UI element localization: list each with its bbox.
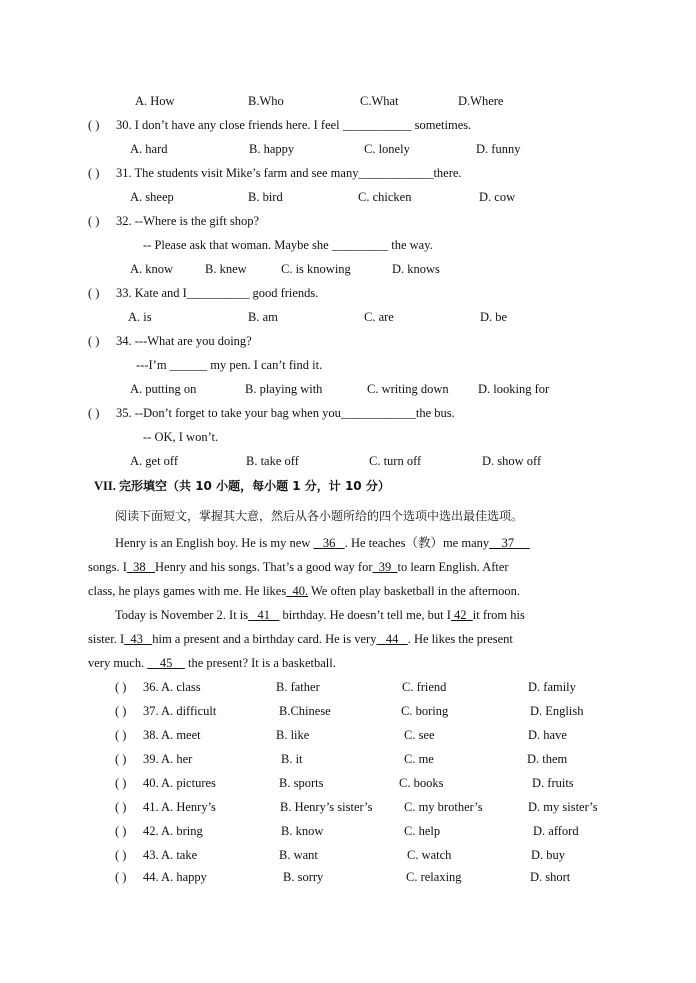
q32-stem-line1: 32. --Where is the gift shop? — [116, 214, 260, 228]
blank-number: 42 — [454, 608, 467, 622]
passage-blank-43 — [124, 632, 152, 646]
section-number: VII. — [94, 479, 116, 493]
cloze-42-option-b: B. know — [281, 824, 324, 838]
blank-number: 43 — [130, 632, 143, 646]
q35-stem-post: the bus. — [415, 406, 455, 420]
cloze-43-option-c: C. watch — [407, 848, 452, 862]
cloze-39-option-d: D. them — [527, 752, 568, 766]
blank-number: 39 — [378, 560, 392, 574]
passage-text: Today is November 2. It is — [115, 608, 249, 622]
passage-text: sister. I — [88, 632, 125, 646]
q34-blank: ______ — [169, 358, 208, 372]
passage-blank-41 — [248, 608, 279, 622]
passage-blank-44 — [376, 632, 407, 646]
passage-text: birthday. He doesn’t tell me, but I — [282, 608, 451, 622]
passage-p1-line3 — [88, 583, 520, 599]
cloze-42-option-a: 42. A. bring — [143, 824, 203, 838]
q30-blank: ___________ — [342, 118, 412, 132]
q33-option-a: A. is — [128, 310, 152, 324]
q33-answer-paren: ( ) — [88, 286, 100, 300]
blank-number: 44 — [385, 632, 399, 646]
passage-blank-39 — [372, 560, 397, 574]
section-heading — [94, 478, 390, 494]
q29-option-b: B.Who — [248, 94, 284, 108]
passage-blank-40 — [286, 584, 308, 598]
q31-blank: ____________ — [358, 166, 434, 180]
q31-option-d: D. cow — [479, 190, 516, 204]
passage-text: . He likes the present — [407, 632, 513, 646]
q33-stem-pre: 33. Kate and I — [116, 286, 187, 300]
q30-stem — [116, 117, 471, 133]
section-title: 完形填空（共 10 小题，每小题 1 分，计 10 分） — [119, 479, 390, 493]
blank-number: 45 — [159, 656, 173, 670]
passage-text: . He teaches（教）me many — [344, 536, 490, 550]
q29-option-c: C.What — [360, 94, 399, 108]
q32-answer-paren: ( ) — [88, 214, 100, 228]
q35-option-b: B. take off — [246, 454, 299, 468]
cloze-36-option-c: C. friend — [402, 680, 447, 694]
q32-option-d: D. knows — [392, 262, 440, 276]
blank-number: 38 — [133, 560, 146, 574]
cloze-41-option-a: 41. A. Henry’s — [143, 800, 216, 814]
passage-p2-line3 — [88, 655, 336, 671]
q30-stem-pre: 30. I don’t have any close friends here. I feel — [116, 118, 340, 132]
q32-option-c: C. is knowing — [281, 262, 351, 276]
q33-option-d: D. be — [480, 310, 508, 324]
q34-option-c: C. writing down — [367, 382, 449, 396]
passage-p2-line1 — [115, 607, 525, 623]
cloze-39-option-c: C. me — [404, 752, 434, 766]
passage-text: him a present and a birthday card. He is very — [152, 632, 377, 646]
passage-p1-line2 — [88, 559, 509, 575]
cloze-36-option-d: D. family — [528, 680, 576, 694]
blank-number: 41 — [257, 608, 271, 622]
passage-text: to learn English. After — [397, 560, 509, 574]
q29-option-a: A. How — [135, 94, 175, 108]
cloze-44-option-d: D. short — [530, 870, 571, 884]
cloze-37-option-a: 37. A. difficult — [143, 704, 217, 718]
cloze-40-option-b: B. sports — [279, 776, 324, 790]
cloze-40-option-c: C. books — [399, 776, 444, 790]
cloze-40-paren: ( ) — [115, 776, 127, 790]
q30-stem-post: sometimes. — [414, 118, 472, 132]
q35-stem-line2: -- OK, I won’t. — [143, 430, 219, 444]
passage-text: We often play basketball in the afternoon. — [311, 584, 520, 598]
cloze-41-option-b: B. Henry’s sister’s — [280, 800, 373, 814]
q31-stem-pre: 31. The students visit Mike’s farm and see many — [116, 166, 359, 180]
cloze-43-option-b: B. want — [279, 848, 318, 862]
passage-text: the present? It is a basketball. — [187, 656, 336, 670]
q31-answer-paren: ( ) — [88, 166, 100, 180]
q34-stem-line2 — [136, 357, 322, 373]
passage-blank-37 — [489, 536, 530, 550]
cloze-44-option-a: 44. A. happy — [143, 870, 207, 884]
q32-option-a: A. know — [130, 262, 174, 276]
q33-stem — [116, 285, 318, 301]
passage-text: Henry and his songs. That’s a good way for — [155, 560, 373, 574]
q30-option-d: D. funny — [476, 142, 521, 156]
passage-blank-36 — [313, 536, 344, 550]
cloze-38-option-b: B. like — [276, 728, 310, 742]
cloze-43-option-d: D. buy — [531, 848, 566, 862]
cloze-43-option-a: 43. A. take — [143, 848, 198, 862]
q30-option-c: C. lonely — [364, 142, 410, 156]
q29-option-d: D.Where — [458, 94, 504, 108]
cloze-43-paren: ( ) — [115, 848, 127, 862]
cloze-36-option-a: 36. A. class — [143, 680, 201, 694]
q35-option-c: C. turn off — [369, 454, 422, 468]
cloze-38-option-c: C. see — [404, 728, 435, 742]
q35-stem — [116, 405, 455, 421]
q34-line2-pre: ---I’m — [136, 358, 167, 372]
blank-number: 37 — [501, 536, 515, 550]
cloze-41-option-d: D. my sister’s — [528, 800, 598, 814]
q32-blank: _________ — [331, 238, 389, 252]
q34-option-a: A. putting on — [130, 382, 197, 396]
q32-line2-post: the way. — [391, 238, 433, 252]
cloze-42-option-d: D. afford — [533, 824, 579, 838]
q31-option-c: C. chicken — [358, 190, 412, 204]
cloze-38-option-a: 38. A. meet — [143, 728, 201, 742]
q35-option-a: A. get off — [130, 454, 179, 468]
cloze-42-option-c: C. help — [404, 824, 441, 838]
q33-option-c: C. are — [364, 310, 394, 324]
cloze-39-option-a: 39. A. her — [143, 752, 193, 766]
cloze-40-option-a: 40. A. pictures — [143, 776, 216, 790]
q35-answer-paren: ( ) — [88, 406, 100, 420]
q34-line2-post: my pen. I can’t find it. — [210, 358, 323, 372]
cloze-38-paren: ( ) — [115, 728, 127, 742]
q35-blank: ____________ — [340, 406, 416, 420]
passage-text: songs. I — [88, 560, 127, 574]
q34-option-d: D. looking for — [478, 382, 550, 396]
cloze-37-paren: ( ) — [115, 704, 127, 718]
q33-stem-post: good friends. — [252, 286, 319, 300]
passage-text: class, he plays games with me. He likes — [88, 584, 287, 598]
q35-stem-pre: 35. --Don’t forget to take your bag when you — [116, 406, 341, 420]
q31-option-b: B. bird — [248, 190, 283, 204]
q32-stem-line2 — [143, 237, 433, 253]
passage-text: Henry is an English boy. He is my new — [115, 536, 311, 550]
cloze-41-option-c: C. my brother’s — [404, 800, 483, 814]
q35-option-d: D. show off — [482, 454, 542, 468]
cloze-39-paren: ( ) — [115, 752, 127, 766]
q33-option-b: B. am — [248, 310, 278, 324]
cloze-37-option-c: C. boring — [401, 704, 449, 718]
passage-blank-45 — [147, 656, 185, 670]
cloze-38-option-d: D. have — [528, 728, 567, 742]
q33-blank: __________ — [186, 286, 250, 300]
q30-answer-paren: ( ) — [88, 118, 100, 132]
passage-p1-line1 — [115, 535, 530, 551]
cloze-41-paren: ( ) — [115, 800, 127, 814]
passage-text: it from his — [472, 608, 525, 622]
section-instruction: 阅读下面短文，掌握其大意，然后从各小题所给的四个选项中选出最佳选项。 — [115, 509, 524, 523]
cloze-44-option-c: C. relaxing — [406, 870, 462, 884]
cloze-39-option-b: B. it — [281, 752, 303, 766]
q32-option-b: B. knew — [205, 262, 247, 276]
passage-blank-38 — [127, 560, 155, 574]
q34-answer-paren: ( ) — [88, 334, 100, 348]
q30-option-a: A. hard — [130, 142, 168, 156]
q31-stem-post: there. — [433, 166, 462, 180]
blank-number: 36 — [322, 536, 336, 550]
cloze-44-paren: ( ) — [115, 870, 127, 884]
q34-option-b: B. playing with — [245, 382, 323, 396]
q31-stem — [116, 165, 462, 181]
cloze-37-option-d: D. English — [530, 704, 584, 718]
q30-option-b: B. happy — [249, 142, 295, 156]
passage-text: very much. — [88, 656, 145, 670]
cloze-36-paren: ( ) — [115, 680, 127, 694]
cloze-36-option-b: B. father — [276, 680, 320, 694]
cloze-37-option-b: B.Chinese — [279, 704, 331, 718]
passage-p2-line2 — [88, 631, 513, 647]
q34-stem-line1: 34. ---What are you doing? — [116, 334, 252, 348]
cloze-44-option-b: B. sorry — [283, 870, 324, 884]
q32-line2-pre: -- Please ask that woman. Maybe she — [143, 238, 329, 252]
blank-number: 40. — [292, 584, 309, 598]
passage-blank-42 — [451, 608, 473, 622]
cloze-40-option-d: D. fruits — [532, 776, 574, 790]
q31-option-a: A. sheep — [130, 190, 174, 204]
cloze-42-paren: ( ) — [115, 824, 127, 838]
